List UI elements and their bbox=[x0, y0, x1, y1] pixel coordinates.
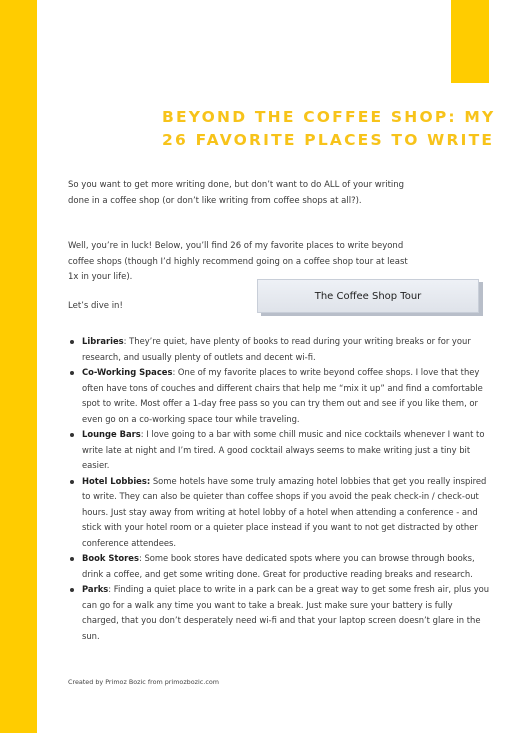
coffee-shop-tour-button-label: The Coffee Shop Tour bbox=[314, 290, 422, 302]
place-description: : Some book stores have dedicated spots where you can browse through books, drink a coffee, and get some writing done. Great for productive reading breaks and research. bbox=[82, 553, 475, 579]
place-description: : One of my favorite places to write beyond coffee shops. I love that they often have tons of couches and different chairs that help me “mix it up” and find a comfortable spot to write. Most offer a 1-day free pass so you can try them out and see if you like them, or even go on a co-working space tour while traveling. bbox=[82, 367, 483, 424]
list-item bbox=[68, 365, 490, 427]
top-right-accent-tab bbox=[451, 0, 489, 83]
place-name: Lounge Bars bbox=[82, 429, 141, 439]
footer-credit: Created by Primoz Bozic from primozbozic.com bbox=[68, 678, 219, 686]
place-description: : Finding a quiet place to write in a park can be a great way to get some fresh air, plus you can go for a walk any time you want to take a break. Just make sure your battery is fully charged, that you don’t desperately need wi-fi and that your laptop screen doesn’t glare in the sun. bbox=[82, 584, 490, 641]
list-item bbox=[68, 334, 490, 365]
list-item bbox=[68, 474, 490, 552]
intro-paragraph-3: Let’s dive in! bbox=[68, 301, 123, 311]
coffee-shop-tour-button[interactable] bbox=[257, 279, 479, 313]
place-name: Libraries bbox=[82, 336, 124, 346]
place-name: Co-Working Spaces bbox=[82, 367, 173, 377]
place-description: Some hotels have some truly amazing hotel lobbies that get you really inspired to write. They can also be quieter than coffee shops if you avoid the peak check-in / check-out hours. Just stay away from writing at hotel lobby of a hotel when attending a conference - and stick with your hotel room or a quieter place instead if you want to not get distracted by other conference attendees. bbox=[82, 475, 487, 548]
intro-paragraph-2: Well, you’re in luck! Below, you’ll find 26 of my favorite places to write beyond coffee shops (though I’d highly recommend going on a coffee shop tour at least 1x in your life). bbox=[68, 241, 408, 282]
place-description: : I love going to a bar with some chill music and nice cocktails whenever I want to write late at night and I’m tired. A good cocktail always seems to make writing just a tiny bit easier. bbox=[82, 429, 485, 470]
intro-paragraph-1: So you want to get more writing done, but don’t want to do ALL of your writing done in a coffee shop (or don’t like writing from coffee shops at all?). bbox=[68, 180, 405, 206]
place-name: Parks bbox=[82, 584, 109, 594]
list-item bbox=[68, 582, 490, 644]
list-item bbox=[68, 427, 490, 474]
left-accent-bar bbox=[0, 0, 37, 733]
title-line-1: BEYOND THE COFFEE SHOP: MY bbox=[162, 108, 496, 126]
place-name: Hotel Lobbies: bbox=[82, 475, 151, 486]
places-list bbox=[68, 334, 490, 644]
place-name: Book Stores bbox=[82, 553, 139, 563]
title-line-2: 26 FAVORITE PLACES TO WRITE bbox=[162, 131, 495, 149]
list-item bbox=[68, 551, 490, 582]
page-title bbox=[162, 106, 502, 152]
place-description: : They’re quiet, have plenty of books to read during your writing breaks or for your research, and usually plenty of outlets and decent wi-fi. bbox=[82, 336, 471, 362]
